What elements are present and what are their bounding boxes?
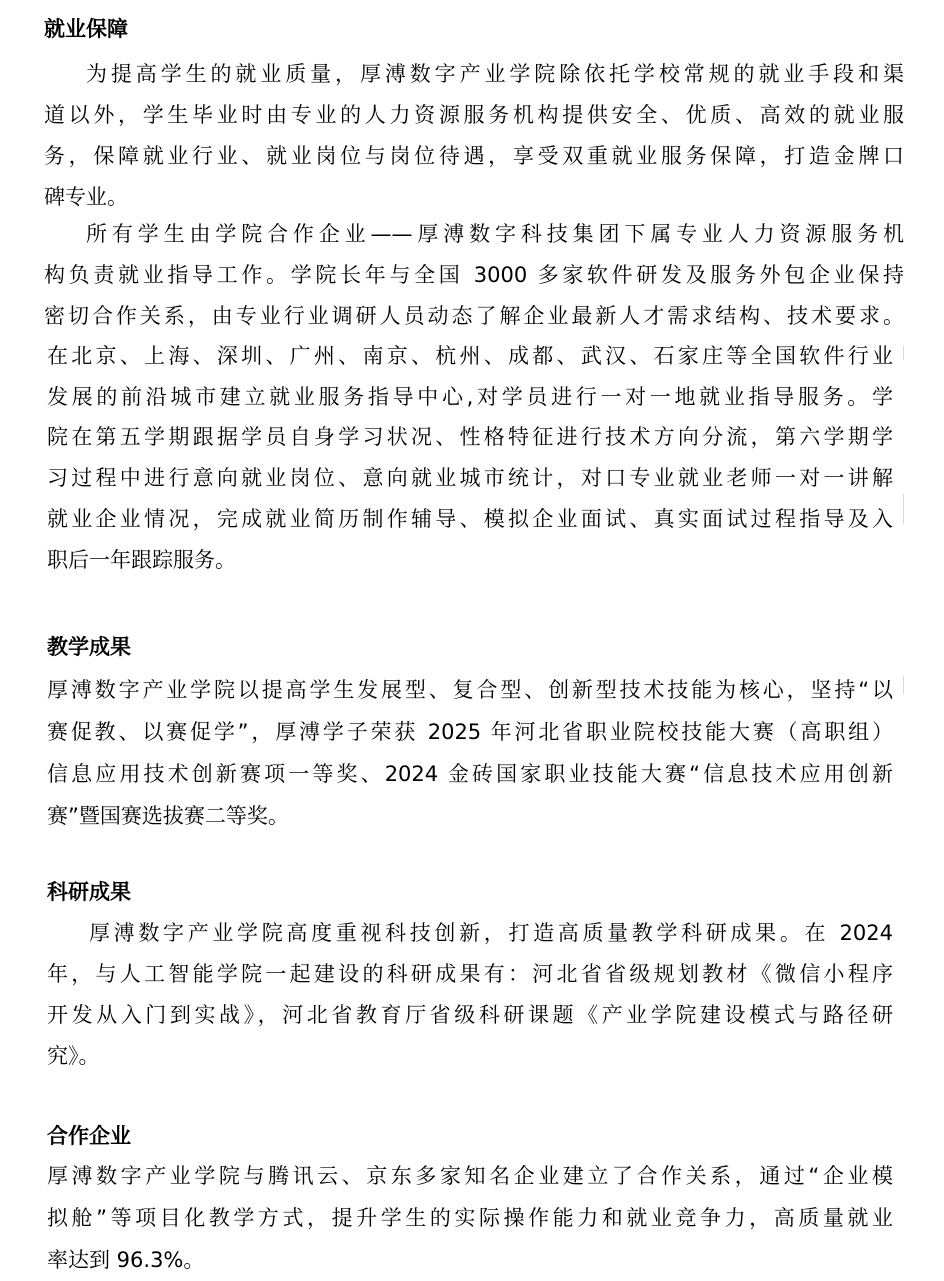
paragraph-line: 赛”暨国赛选拔赛二等奖。	[47, 804, 289, 828]
paragraph-line: 构负责就业指导工作。学院长年与全国 3000 多家软件研发及服务外包企业保持	[44, 263, 904, 287]
paragraph-line: 发展的前沿城市建立就业服务指导中心,对学员进行一对一地就业指导服务。学	[47, 384, 893, 409]
paragraph-line: 所有学生由学院合作企业——厚溥数字科技集团下属专业人力资源服务机	[86, 222, 904, 246]
teaching-paragraph	[47, 669, 893, 837]
paragraph-line: 率达到 96.3%。	[47, 1248, 205, 1272]
margin-mark	[903, 676, 904, 694]
paragraph-line: 信息应用技术创新赛项一等奖、2024 金砖国家职业技能大赛“信息技术应用创新	[47, 762, 893, 786]
employment-paragraph-1	[44, 54, 904, 218]
paragraph-line: 院在第五学期跟据学员自身学习状况、性格特征进行技术方向分流，第六学期学	[47, 425, 893, 450]
paragraph-line: 职后一年跟踪服务。	[47, 547, 236, 572]
margin-mark	[903, 494, 904, 524]
section-heading-partners: 合作企业	[47, 1124, 131, 1148]
paragraph-line: 赛促教、以赛促学”，厚溥学子荣获 2025 年河北省职业院校技能大赛（高职组）	[47, 720, 893, 744]
paragraph-line: 碑专业。	[44, 185, 128, 209]
section-heading-research: 科研成果	[47, 880, 131, 904]
margin-mark	[903, 346, 904, 360]
employment-paragraph-2	[44, 214, 904, 337]
paragraph-line: 为提高学生的就业质量，厚溥数字产业学院除依托学校常规的就业手段和渠	[86, 62, 904, 86]
paragraph-line: 开发从入门到实战》，河北省教育厅省级科研课题《产业学院建设模式与路径研	[47, 1003, 893, 1027]
paragraph-line: 就业企业情况，完成就业简历制作辅导、模拟企业面试、真实面试过程指导及入	[47, 506, 893, 531]
paragraph-line: 在北京、上海、深圳、广州、南京、杭州、成都、武汉、石家庄等全国软件行业	[47, 344, 893, 368]
partners-paragraph	[47, 1155, 893, 1281]
paragraph-line: 厚溥数字产业学院高度重视科技创新，打造高质量教学科研成果。在 2024	[89, 921, 893, 945]
paragraph-line: 厚溥数字产业学院以提高学生发展型、复合型、创新型技术技能为核心，坚持“以	[47, 678, 893, 702]
paragraph-line: 道以外，学生毕业时由专业的人力资源服务机构提供安全、优质、高效的就业服	[44, 103, 904, 127]
paragraph-line: 厚溥数字产业学院与腾讯云、京东多家知名企业建立了合作关系，通过“企业模	[47, 1164, 893, 1188]
employment-paragraph-3	[47, 336, 893, 580]
paragraph-line: 务，保障就业行业、就业岗位与岗位待遇，享受双重就业服务保障，打造金牌口	[44, 144, 904, 168]
paragraph-line: 密切合作关系，由专业行业调研人员动态了解企业最新人才需求结构、技术要求。	[44, 304, 904, 328]
paragraph-line: 拟舱”等项目化教学方式，提升学生的实际操作能力和就业竞争力，高质量就业	[47, 1206, 893, 1230]
paragraph-line: 习过程中进行意向就业岗位、意向就业城市统计，对口专业就业老师一对一讲解	[47, 466, 893, 491]
research-paragraph	[47, 913, 893, 1077]
paragraph-line: 年，与人工智能学院一起建设的科研成果有：河北省省级规划教材《微信小程序	[47, 962, 893, 986]
section-heading-teaching: 教学成果	[47, 635, 131, 659]
paragraph-line: 究》。	[47, 1044, 100, 1068]
section-heading-employment: 就业保障	[44, 17, 128, 41]
